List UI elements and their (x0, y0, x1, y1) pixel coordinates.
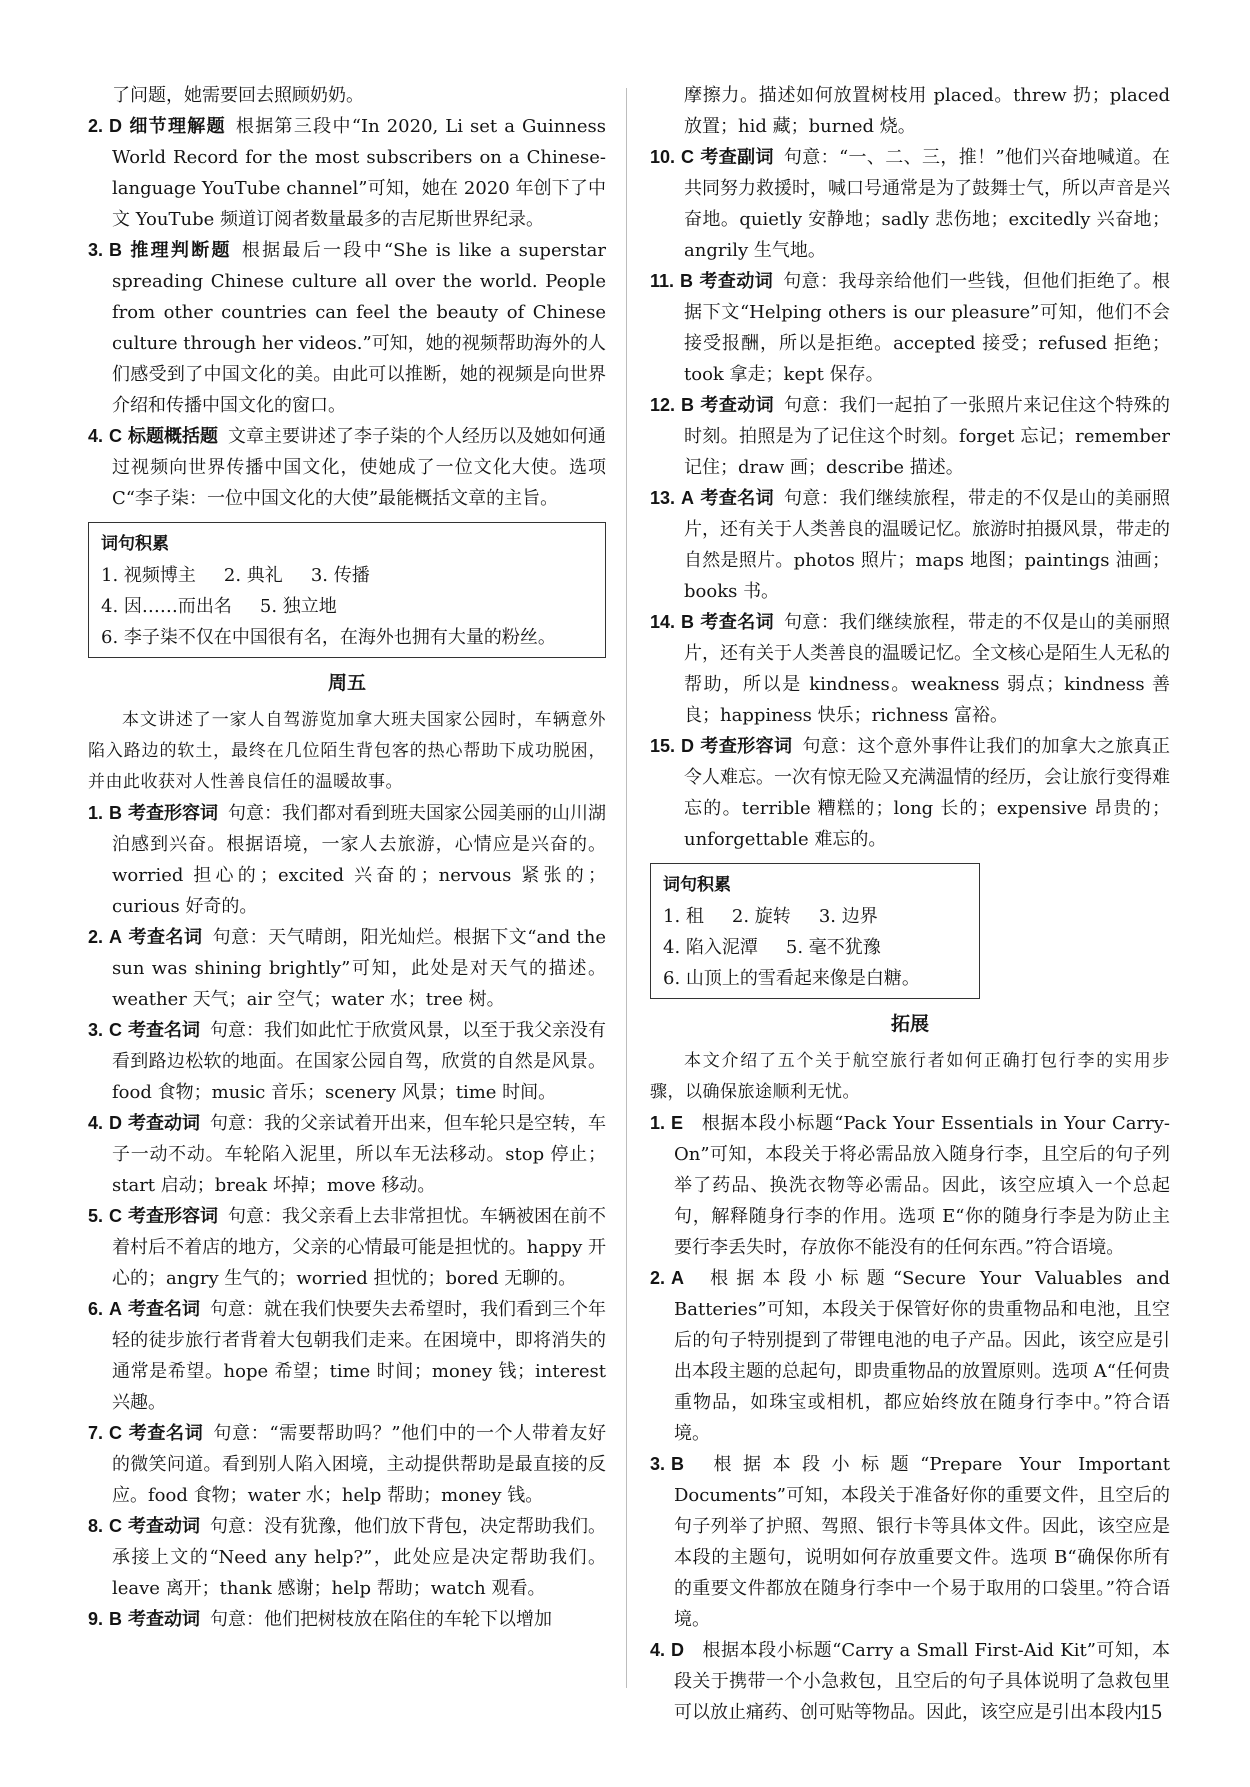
explanation-text: 句意：天气晴朗，阳光灿烂。根据下文“and the sun was shining brightly”可知，此处是对天气的描述。weather 天气；air 空气；water 水；tree 树。 (112, 927, 607, 1010)
explanation-text: 句意：我们如此忙于欣赏风景，以至于我父亲没有看到路边松软的地面。在国家公园自驾，欣赏的自然是风景。food 食物；music 音乐；scenery 风景；time 时间。 (112, 1020, 607, 1103)
answer-item (650, 266, 1170, 390)
question-type: 考查名词 (700, 612, 775, 633)
answer-item (88, 1201, 606, 1294)
answer-item (88, 235, 606, 421)
explanation-text: 句意：他们把树枝放在陷住的车轮下以增加 (210, 1609, 553, 1630)
answer-number: 3. (88, 240, 104, 260)
right-answer-list-b (650, 1108, 1170, 1728)
answer-item (650, 1263, 1170, 1449)
vocab-box-left (88, 522, 606, 658)
question-type: 考查名词 (128, 1299, 201, 1320)
vocab-entry: 1. 视频博主 (101, 565, 196, 586)
question-type: 考查形容词 (128, 803, 219, 824)
question-type: 考查名词 (128, 1423, 204, 1444)
answer-item (88, 1015, 606, 1108)
explanation-text: 句意：我们一起拍了一张照片来记住这个特殊的时刻。拍照是为了记住这个时刻。forget 忘记；remember 记住；draw 画；describe 描述。 (684, 395, 1171, 478)
explanation-text: 句意：我们继续旅程，带走的不仅是山的美丽照片，还有关于人类善良的温暖记忆。旅游时拍摄风景，带走的自然是照片。photos 照片；maps 地图；paintings 油画；books 书。 (684, 488, 1171, 602)
answer-number: 4. (88, 426, 104, 446)
section-intro-extension: 本文介绍了五个关于航空旅行者如何正确打包行李的实用步骤，以确保旅途顺利无忧。 (650, 1051, 1170, 1102)
answer-item (88, 1108, 606, 1201)
answer-letter: D (681, 736, 695, 756)
answer-item (650, 483, 1170, 607)
answer-letter: A (681, 488, 695, 508)
explanation-text: 句意：没有犹豫，他们放下背包，决定帮助我们。承接上文的“Need any help?”，此处应是决定帮助我们。leave 离开；thank 感谢；help 帮助；watch 观看。 (112, 1516, 607, 1599)
answer-number: 2. (88, 116, 104, 136)
answer-letter: C (109, 1423, 123, 1443)
question-type: 考查动词 (700, 395, 775, 416)
answer-number: 8. (88, 1516, 104, 1536)
answer-item (650, 731, 1170, 855)
answer-number: 13. (650, 488, 676, 508)
answer-letter: B (681, 612, 695, 632)
answer-number: 5. (88, 1206, 104, 1226)
answer-item (88, 111, 606, 235)
answer-letter: C (109, 1020, 123, 1040)
answer-item (88, 421, 606, 514)
answer-letter: B (671, 1454, 685, 1474)
answer-letter: D (109, 116, 123, 136)
vocab-title: 词句积累 (101, 534, 169, 554)
right-top-continuation: 摩擦力。描述如何放置树枝用 placed。threw 扔；placed 放置；hid 藏；burned 烧。 (684, 85, 1170, 137)
answer-item (650, 607, 1170, 731)
vocab-entry: 2. 典礼 (223, 565, 283, 586)
vocab-entry: 3. 边界 (818, 906, 878, 927)
explanation-text: 根据本段小标题“Secure Your Valuables and Batteries”可知，本段关于保管好你的贵重物品和电池，且空后的句子特别提到了带锂电池的电子产品。因此，该空应是引出本段主题的总起句，即贵重物品的放置原则。选项 A“任何贵重物品，如珠宝或相机，都应始终放在随身行李中。”符合语境。 (674, 1268, 1170, 1444)
answer-number: 7. (88, 1423, 104, 1443)
section-intro-friday: 本文讲述了一家人自驾游览加拿大班夫国家公园时，车辆意外陷入路边的软土，最终在几位陌生背包客的热心帮助下成功脱困，并由此收获对人性善良信任的温暖故事。 (88, 710, 606, 792)
left-answer-list-b (88, 798, 606, 1635)
answer-number: 2. (88, 927, 104, 947)
explanation-text: 句意：我父亲看上去非常担忧。车辆被困在前不着村后不着店的地方，父亲的心情最可能是担忧的。happy 开心的；angry 生气的；worried 担忧的；bored 无聊的。 (112, 1206, 607, 1289)
answer-letter: C (681, 147, 695, 167)
vocab-row (101, 560, 595, 591)
answer-letter: B (109, 803, 123, 823)
vocab-entry: 4. 陷入泥潭 (663, 937, 758, 958)
vocab-entry: 2. 旋转 (731, 906, 791, 927)
section-title-extension: 拓展 (890, 1013, 929, 1035)
question-type: 考查名词 (128, 1020, 201, 1041)
question-type: 考查动词 (699, 271, 774, 292)
question-type: 标题概括题 (128, 426, 219, 447)
vocab-entry: 5. 毫不犹豫 (785, 937, 881, 958)
question-type: 考查动词 (128, 1516, 201, 1537)
answer-number: 4. (650, 1640, 666, 1660)
explanation-text: 句意：这个意外事件让我们的加拿大之旅真正令人难忘。一次有惊无险又充满温情的经历，会让旅行变得难忘的。terrible 糟糕的；long 长的；expensive 昂贵的；unforgettable 难忘的。 (684, 736, 1171, 850)
answer-letter: A (109, 1299, 123, 1319)
vocab-entry: 4. 因……而出名 (101, 596, 232, 617)
question-type: 细节理解题 (128, 116, 226, 137)
left-column (88, 80, 606, 1635)
vocab-row (101, 591, 595, 622)
explanation-text: 句意：我们继续旅程，带走的不仅是山的美丽照片，还有关于人类善良的温暖记忆。全文核心是陌生人无私的帮助，所以是 kindness。weakness 弱点；kindness 善良；happiness 快乐；richness 富裕。 (684, 612, 1171, 726)
answer-number: 3. (88, 1020, 104, 1040)
answer-item (650, 1635, 1170, 1728)
answer-letter: E (671, 1113, 684, 1133)
answer-letter: D (671, 1640, 685, 1660)
explanation-text: 句意：“一、二、三，推！”他们兴奋地喊道。在共同努力救援时，喊口号通常是为了鼓舞士气，所以声音是兴奋地。quietly 安静地；sadly 悲伤地；excitedly 兴奋地；angrily 生气地。 (684, 147, 1171, 261)
vocab-box-right (650, 863, 980, 999)
answer-number: 1. (88, 803, 104, 823)
answer-number: 12. (650, 395, 676, 415)
vocab-entry: 1. 租 (663, 906, 704, 927)
question-type: 考查动词 (128, 1113, 201, 1134)
explanation-text: 句意：我母亲给他们一些钱，但他们拒绝了。根据下文“Helping others is our pleasure”可知，他们不会接受报酬，所以是拒绝。accepted 接受；refused 拒绝；took 拿走；kept 保存。 (684, 271, 1171, 385)
left-answer-list-a (88, 111, 606, 514)
answer-number: 14. (650, 612, 676, 632)
explanation-text: 根据本段小标题“Carry a Small First-Aid Kit”可知，本段关于携带一个小急救包，且空后的句子具体说明了急救包里可以放止痛药、创可贴等物品。因此，该空应是引出本段内 (674, 1640, 1170, 1723)
section-title-friday: 周五 (327, 672, 366, 694)
question-type: 考查形容词 (128, 1206, 219, 1227)
answer-number: 6. (88, 1299, 104, 1319)
page-number: 15 (1140, 1699, 1162, 1724)
explanation-text: 句意：“需要帮助吗？”他们中的一个人带着友好的微笑问道。看到别人陷入困境，主动提供帮助是最直接的反应。food 食物；water 水；help 帮助；money 钱。 (112, 1423, 607, 1506)
answer-letter: B (680, 271, 694, 291)
answer-item (650, 390, 1170, 483)
vocab-sentence: 6. 李子柒不仅在中国很有名，在海外也拥有大量的粉丝。 (101, 627, 556, 648)
right-column (650, 80, 1170, 1728)
column-divider (626, 88, 627, 1688)
question-type: 推理判断题 (128, 240, 232, 261)
question-type: 考查形容词 (700, 736, 793, 757)
question-type: 考查动词 (128, 1609, 201, 1630)
answer-letter: B (109, 1609, 123, 1629)
answer-item (650, 1449, 1170, 1635)
answer-item (88, 798, 606, 922)
answer-letter: A (671, 1268, 685, 1288)
answer-item (88, 922, 606, 1015)
vocab-entry: 5. 独立地 (259, 596, 337, 617)
answer-number: 11. (650, 271, 675, 291)
answer-number: 2. (650, 1268, 666, 1288)
question-type: 考查名词 (700, 488, 775, 509)
question-type: 考查名词 (128, 927, 203, 948)
answer-letter: B (109, 240, 123, 260)
answer-item (88, 1511, 606, 1604)
answer-letter: A (109, 927, 123, 947)
answer-item (88, 1418, 606, 1511)
answer-letter: C (109, 1206, 123, 1226)
vocab-row (663, 932, 969, 963)
explanation-text: 句意：我的父亲试着开出来，但车轮只是空转，车子一动不动。车轮陷入泥里，所以车无法移动。stop 停止；start 启动；break 坏掉；move 移动。 (112, 1113, 607, 1196)
answer-number: 4. (88, 1113, 104, 1133)
explanation-text: 根据第三段中“In 2020, Li set a Guinness World Record for the most subscribers on a Chinese-language YouTube channel”可知，她在 2020 年创下了中文 YouTube 频道订阅者数量最多的吉尼斯世界纪录。 (112, 116, 607, 230)
answer-letter: C (109, 1516, 123, 1536)
explanation-text: 句意：我们都对看到班夫国家公园美丽的山川湖泊感到兴奋。根据语境，一家人去旅游，心情应是兴奋的。worried 担心的；excited 兴奋的；nervous 紧张的；curious 好奇的。 (112, 803, 607, 917)
explanation-text: 句意：就在我们快要失去希望时，我们看到三个年轻的徒步旅行者背着大包朝我们走来。在困境中，即将消失的通常是希望。hope 希望；time 时间；money 钱；interest 兴趣。 (112, 1299, 607, 1413)
vocab-title: 词句积累 (663, 875, 731, 895)
answer-number: 10. (650, 147, 676, 167)
answer-item (650, 142, 1170, 266)
vocab-sentence: 6. 山顶上的雪看起来像是白糖。 (663, 968, 920, 989)
answer-item (88, 1294, 606, 1418)
explanation-text: 根据本段小标题“Prepare Your Important Documents”可知，本段关于准备好你的重要文件，且空后的句子列举了护照、驾照、银行卡等具体文件。因此，该空应是本段的主题句，说明如何存放重要文件。选项 B“确保你所有的重要文件都放在随身行李中一个易于取用的口袋里。”符合语境。 (674, 1454, 1170, 1630)
answer-letter: C (109, 426, 123, 446)
right-answer-list-a (650, 142, 1170, 855)
explanation-text: 文章主要讲述了李子柒的个人经历以及她如何通过视频向世界传播中国文化，使她成了一位文化大使。选项 C“李子柒：一位中国文化的大使”最能概括文章的主旨。 (112, 426, 607, 509)
answer-letter: D (109, 1113, 123, 1133)
left-top-continuation: 了问题，她需要回去照顾奶奶。 (112, 85, 364, 106)
answer-number: 1. (650, 1113, 666, 1133)
vocab-row (663, 901, 969, 932)
answer-number: 15. (650, 736, 676, 756)
explanation-text: 根据最后一段中“She is like a superstar spreading Chinese culture all over the world. People from other countries can feel the beauty of Chinese culture through her videos.”可知，她的视频帮助海外的人们感受到了中国文化的美。由此可以推断，她的视频是向世界介绍和传播中国文化的窗口。 (112, 240, 607, 416)
vocab-entry: 3. 传播 (310, 565, 370, 586)
answer-item (650, 1108, 1170, 1263)
answer-number: 9. (88, 1609, 104, 1629)
answer-letter: B (681, 395, 695, 415)
answer-item (88, 1604, 606, 1635)
explanation-text: 根据本段小标题“Pack Your Essentials in Your Carry-On”可知，本段关于将必需品放入随身行李，且空后的句子列举了药品、换洗衣物等必需品。因此，该空应填入一个总起句，解释随身行李的作用。选项 E“你的随身行李是为防止主要行李丢失时，存放你不能没有的任何东西。”符合语境。 (674, 1113, 1170, 1258)
answer-number: 3. (650, 1454, 666, 1474)
question-type: 考查副词 (700, 147, 774, 168)
